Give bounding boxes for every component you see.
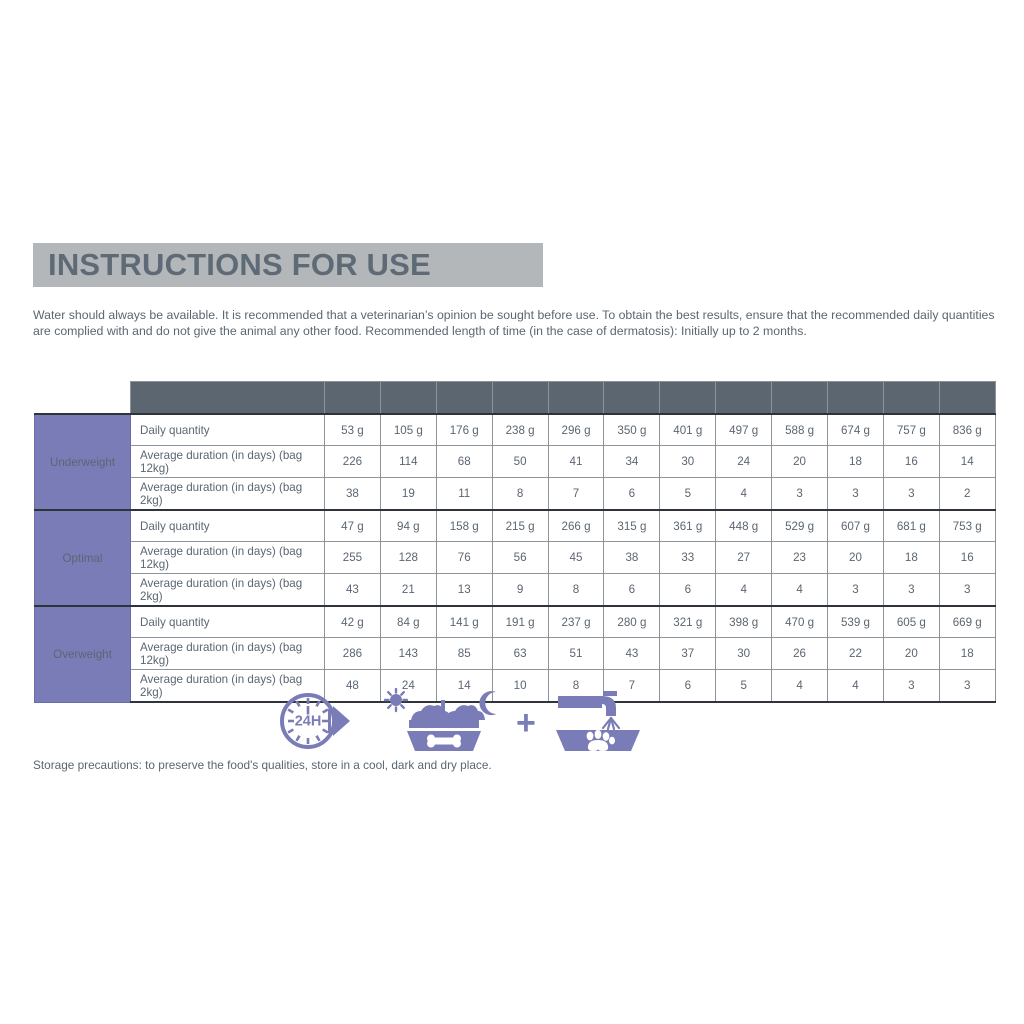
cell-overweight-daily-2kg: 42 g: [325, 606, 381, 638]
cell-overweight-dur12-50kg: 26: [772, 638, 828, 670]
intro-paragraph: Water should always be available. It is recommended that a veterinarian’s opinion be sought before use. To obtain the best results, ensure that the recommended daily quantities are complied with and do not give the animal any other food. Recommended length of time (in the case of dermatosis): Initially up to 2 months.: [33, 308, 995, 338]
cell-optimal-dur2-20kg: 8: [548, 574, 604, 607]
cell-optimal-daily-40kg: 448 g: [716, 510, 772, 542]
cell-underweight-daily-2kg: 53 g: [325, 414, 381, 446]
cell-optimal-dur2-40kg: 4: [716, 574, 772, 607]
column-header-40-kg: 40 kg: [716, 382, 772, 415]
cell-optimal-daily-30kg: 361 g: [660, 510, 716, 542]
cell-optimal-daily-5kg: 94 g: [380, 510, 436, 542]
group-label-overweight: Overweight: [35, 606, 131, 702]
cell-overweight-dur2-60kg: 4: [828, 670, 884, 703]
cell-overweight-dur2-70kg: 3: [883, 670, 939, 703]
cell-overweight-daily-70kg: 605 g: [883, 606, 939, 638]
cell-underweight-dur2-40kg: 4: [716, 478, 772, 511]
group-label-optimal: Optimal: [35, 510, 131, 606]
cell-optimal-dur2-50kg: 4: [772, 574, 828, 607]
cell-optimal-dur2-80kg: 3: [939, 574, 995, 607]
column-header-5-kg: 5 kg: [380, 382, 436, 415]
cell-underweight-dur12-10kg: 68: [436, 446, 492, 478]
column-header-70-kg: 70 kg: [883, 382, 939, 415]
cell-overweight-dur12-30kg: 37: [660, 638, 716, 670]
clock-24h-arrow-icon: [278, 692, 356, 755]
cell-overweight-dur12-15kg: 63: [492, 638, 548, 670]
cell-overweight-daily-80kg: 669 g: [939, 606, 995, 638]
column-header-10-kg: 10 kg: [436, 382, 492, 415]
cell-optimal-dur12-30kg: 33: [660, 542, 716, 574]
cell-underweight-dur12-40kg: 24: [716, 446, 772, 478]
cell-underweight-dur2-15kg: 8: [492, 478, 548, 511]
cell-overweight-dur2-10kg: 14: [436, 670, 492, 703]
cell-overweight-dur12-5kg: 143: [380, 638, 436, 670]
cell-overweight-dur12-70kg: 20: [883, 638, 939, 670]
cell-underweight-dur12-80kg: 14: [939, 446, 995, 478]
cell-overweight-dur2-5kg: 24: [380, 670, 436, 703]
column-header-50-kg: 50 kg: [772, 382, 828, 415]
cell-underweight-dur2-5kg: 19: [380, 478, 436, 511]
row-label-daily: Daily quantity: [131, 510, 325, 542]
row-label-dur2: Average duration (in days) (bag 2kg): [131, 574, 325, 607]
cell-overweight-daily-60kg: 539 g: [828, 606, 884, 638]
cell-optimal-dur12-80kg: 16: [939, 542, 995, 574]
cell-underweight-dur12-25kg: 34: [604, 446, 660, 478]
cell-underweight-daily-70kg: 757 g: [883, 414, 939, 446]
cell-underweight-dur2-30kg: 5: [660, 478, 716, 511]
cell-overweight-dur12-80kg: 18: [939, 638, 995, 670]
cell-optimal-daily-25kg: 315 g: [604, 510, 660, 542]
header-optimal-weight-of-dog: Optimal weight of dog: [131, 382, 325, 415]
cell-underweight-daily-20kg: 296 g: [548, 414, 604, 446]
cell-underweight-daily-25kg: 350 g: [604, 414, 660, 446]
cell-underweight-dur2-10kg: 11: [436, 478, 492, 511]
cell-optimal-dur12-50kg: 23: [772, 542, 828, 574]
table-row: [35, 606, 996, 638]
clock-24h-label: 24H: [294, 713, 322, 730]
cell-overweight-dur2-30kg: 6: [660, 670, 716, 703]
column-header-25-kg: 25 kg: [604, 382, 660, 415]
group-label-underweight: Underweight: [35, 414, 131, 510]
cell-overweight-dur2-25kg: 7: [604, 670, 660, 703]
column-header-30-kg: 30 kg: [660, 382, 716, 415]
cell-optimal-daily-10kg: 158 g: [436, 510, 492, 542]
cell-overweight-daily-15kg: 191 g: [492, 606, 548, 638]
page-title: INSTRUCTIONS FOR USE: [48, 247, 431, 282]
row-label-daily: Daily quantity: [131, 606, 325, 638]
column-header-80-kg: 80 kg: [939, 382, 995, 415]
cell-overweight-dur2-40kg: 5: [716, 670, 772, 703]
water-tap-paw-bowl-icon: [550, 690, 646, 757]
cell-optimal-dur12-20kg: 45: [548, 542, 604, 574]
cell-underweight-dur12-30kg: 30: [660, 446, 716, 478]
cell-underweight-daily-40kg: 497 g: [716, 414, 772, 446]
table-row: [35, 414, 996, 446]
row-label-dur12: Average duration (in days) (bag 12kg): [131, 542, 325, 574]
row-label-daily: Daily quantity: [131, 414, 325, 446]
cell-overweight-dur12-40kg: 30: [716, 638, 772, 670]
moon-icon: [479, 691, 496, 715]
cell-optimal-dur2-10kg: 13: [436, 574, 492, 607]
row-label-dur2: Average duration (in days) (bag 2kg): [131, 478, 325, 511]
cell-underweight-daily-5kg: 105 g: [380, 414, 436, 446]
cell-overweight-dur12-20kg: 51: [548, 638, 604, 670]
table-corner-cell: [35, 382, 131, 415]
cell-underweight-dur12-5kg: 114: [380, 446, 436, 478]
table-row: [35, 542, 996, 574]
table-row: [35, 446, 996, 478]
cell-underweight-daily-60kg: 674 g: [828, 414, 884, 446]
cell-optimal-dur2-70kg: 3: [883, 574, 939, 607]
cell-optimal-dur2-25kg: 6: [604, 574, 660, 607]
cell-optimal-daily-70kg: 681 g: [883, 510, 939, 542]
cell-underweight-daily-10kg: 176 g: [436, 414, 492, 446]
column-header-20-kg: 20 kg: [548, 382, 604, 415]
cell-optimal-daily-2kg: 47 g: [325, 510, 381, 542]
cell-overweight-daily-40kg: 398 g: [716, 606, 772, 638]
cell-optimal-dur2-30kg: 6: [660, 574, 716, 607]
cell-underweight-dur2-80kg: 2: [939, 478, 995, 511]
cell-optimal-daily-80kg: 753 g: [939, 510, 995, 542]
cell-overweight-daily-25kg: 280 g: [604, 606, 660, 638]
cell-overweight-daily-20kg: 237 g: [548, 606, 604, 638]
plus-icon: +: [516, 704, 536, 742]
cell-optimal-dur2-15kg: 9: [492, 574, 548, 607]
cell-underweight-dur2-20kg: 7: [548, 478, 604, 511]
cell-optimal-dur12-5kg: 128: [380, 542, 436, 574]
cell-optimal-dur12-70kg: 18: [883, 542, 939, 574]
cell-optimal-dur12-2kg: 255: [325, 542, 381, 574]
cell-optimal-dur12-60kg: 20: [828, 542, 884, 574]
cell-overweight-dur2-15kg: 10: [492, 670, 548, 703]
cell-optimal-dur2-5kg: 21: [380, 574, 436, 607]
icon-strip: [278, 688, 678, 758]
table-header-row: [35, 382, 996, 415]
cell-overweight-dur2-50kg: 4: [772, 670, 828, 703]
cell-overweight-dur12-10kg: 85: [436, 638, 492, 670]
table-row: [35, 510, 996, 542]
cell-optimal-daily-20kg: 266 g: [548, 510, 604, 542]
cell-optimal-dur12-40kg: 27: [716, 542, 772, 574]
sun-icon: [385, 689, 407, 711]
feeding-guide-table: [34, 381, 996, 703]
cell-optimal-dur12-25kg: 38: [604, 542, 660, 574]
cell-overweight-dur2-2kg: 48: [325, 670, 381, 703]
cell-underweight-dur12-60kg: 18: [828, 446, 884, 478]
column-header-15-kg: 15 kg: [492, 382, 548, 415]
cell-optimal-dur2-60kg: 3: [828, 574, 884, 607]
storage-note: Storage precautions: to preserve the food's qualities, store in a cool, dark and dry place.: [33, 758, 492, 772]
row-label-dur12: Average duration (in days) (bag 12kg): [131, 446, 325, 478]
cell-optimal-daily-15kg: 215 g: [492, 510, 548, 542]
cell-underweight-daily-30kg: 401 g: [660, 414, 716, 446]
cell-underweight-dur12-15kg: 50: [492, 446, 548, 478]
cell-overweight-dur2-80kg: 3: [939, 670, 995, 703]
column-header-60-kg: 60 kg: [828, 382, 884, 415]
table-row: [35, 638, 996, 670]
cell-underweight-dur12-2kg: 226: [325, 446, 381, 478]
food-bowl-day-night-icon: [383, 688, 503, 757]
cell-overweight-dur2-20kg: 8: [548, 670, 604, 703]
column-header-2-kg: 2 kg: [325, 382, 381, 415]
cell-optimal-daily-60kg: 607 g: [828, 510, 884, 542]
cell-overweight-daily-30kg: 321 g: [660, 606, 716, 638]
cell-overweight-daily-5kg: 84 g: [380, 606, 436, 638]
row-label-dur2: Average duration (in days) (bag 2kg): [131, 670, 325, 703]
cell-underweight-dur2-25kg: 6: [604, 478, 660, 511]
cell-overweight-daily-50kg: 470 g: [772, 606, 828, 638]
cell-underweight-daily-50kg: 588 g: [772, 414, 828, 446]
cell-overweight-daily-10kg: 141 g: [436, 606, 492, 638]
cell-overweight-dur12-2kg: 286: [325, 638, 381, 670]
cell-overweight-dur12-25kg: 43: [604, 638, 660, 670]
cell-underweight-dur12-50kg: 20: [772, 446, 828, 478]
cell-underweight-daily-15kg: 238 g: [492, 414, 548, 446]
cell-optimal-dur2-2kg: 43: [325, 574, 381, 607]
row-label-dur12: Average duration (in days) (bag 12kg): [131, 638, 325, 670]
cell-optimal-dur12-10kg: 76: [436, 542, 492, 574]
cell-optimal-daily-50kg: 529 g: [772, 510, 828, 542]
cell-underweight-dur2-2kg: 38: [325, 478, 381, 511]
cell-underweight-dur2-70kg: 3: [883, 478, 939, 511]
cell-underweight-dur2-50kg: 3: [772, 478, 828, 511]
table-row: [35, 574, 996, 607]
cell-overweight-dur12-60kg: 22: [828, 638, 884, 670]
cell-underweight-daily-80kg: 836 g: [939, 414, 995, 446]
table-row: [35, 478, 996, 511]
cell-underweight-dur12-70kg: 16: [883, 446, 939, 478]
cell-optimal-dur12-15kg: 56: [492, 542, 548, 574]
cell-underweight-dur12-20kg: 41: [548, 446, 604, 478]
cell-underweight-dur2-60kg: 3: [828, 478, 884, 511]
